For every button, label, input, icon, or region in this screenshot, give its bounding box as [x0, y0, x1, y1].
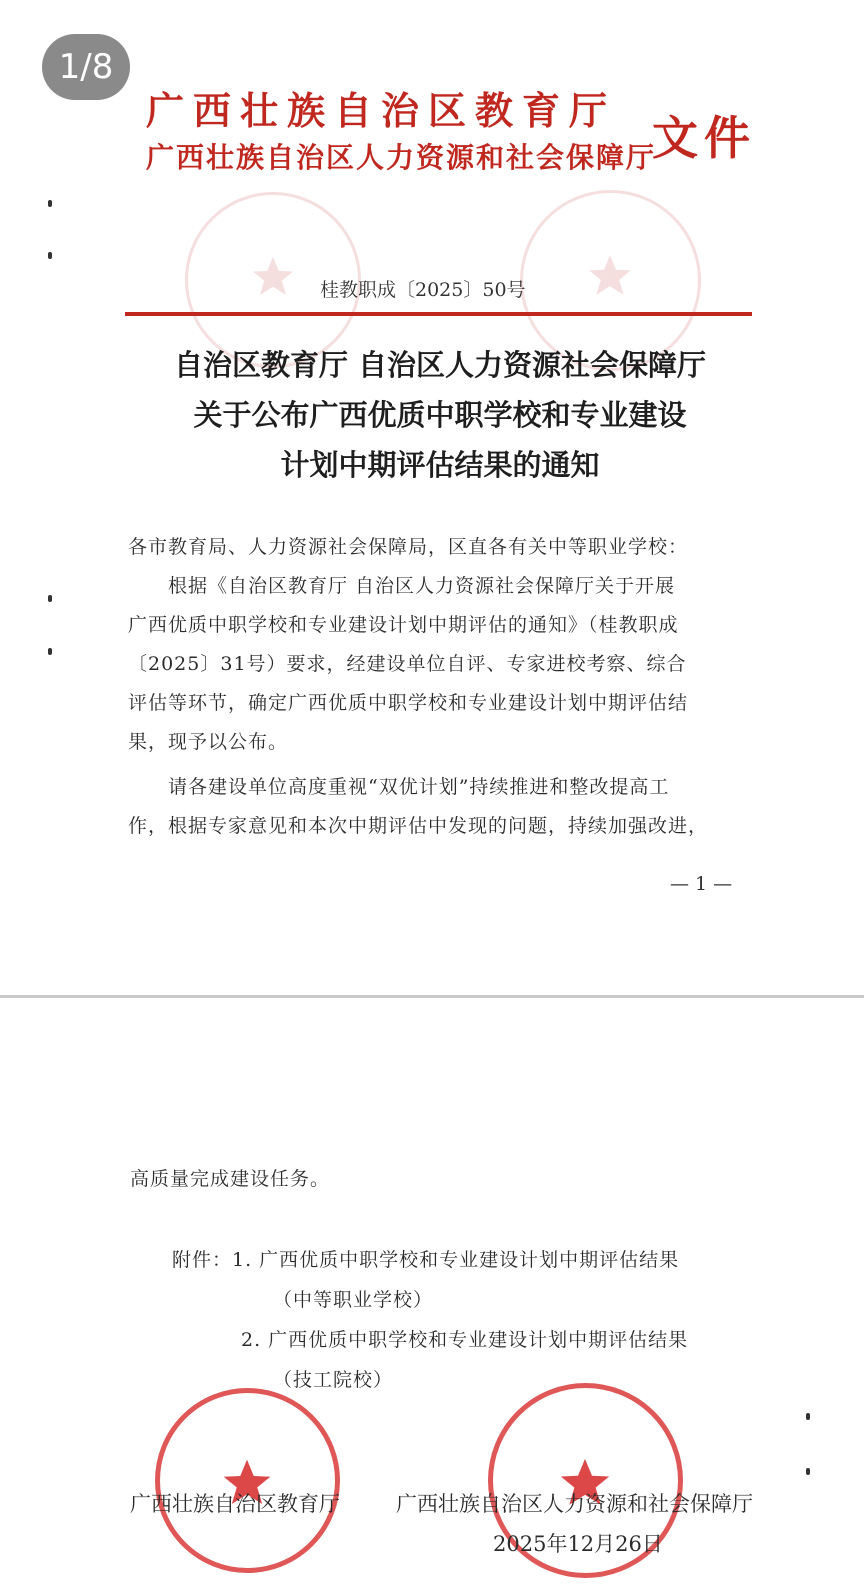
signature-right: 广西壮族自治区人力资源和社会保障厅: [396, 1492, 753, 1516]
binding-mark: [48, 200, 52, 207]
document-page-2: [0, 998, 864, 1585]
body-line: 〔2025〕31号）要求，经建设单位自评、专家进校考察、综合: [128, 653, 687, 675]
body-line: 评估等环节，确定广西优质中职学校和专业建设计划中期评估结: [128, 692, 689, 714]
title-line-2: 关于公布广西优质中职学校和专业建设: [193, 398, 687, 432]
issuer-line-2: 广西壮族自治区人力资源和社会保障厅: [146, 141, 657, 174]
attachment-line: （中等职业学校）: [273, 1289, 434, 1311]
official-seal-left: [155, 1388, 340, 1573]
body-line: 广西优质中职学校和专业建设计划中期评估的通知》（桂教职成: [128, 614, 679, 636]
attachment-line: （技工院校）: [273, 1369, 394, 1391]
issuer-suffix: 文件: [652, 111, 756, 165]
attachment-line: 2. 广西优质中职学校和专业建设计划中期评估结果: [241, 1329, 689, 1351]
binding-mark: [48, 648, 52, 655]
binding-mark: [806, 1468, 810, 1475]
attachment-line: 附件：1. 广西优质中职学校和专业建设计划中期评估结果: [172, 1249, 680, 1271]
title-line-1: 自治区教育厅 自治区人力资源社会保障厅: [173, 348, 707, 382]
binding-mark: [48, 595, 52, 602]
body-line: 请各建设单位高度重视“双优计划”持续推进和整改提高工: [128, 776, 670, 798]
continuation-line: 高质量完成建设任务。: [130, 1168, 331, 1190]
body-line: 作，根据专家意见和本次中期评估中发现的问题，持续加强改进，: [128, 815, 709, 837]
issuer-line-1: 广西壮族自治区教育厅: [146, 88, 617, 133]
binding-mark: [48, 252, 52, 259]
red-divider: [125, 312, 752, 316]
issue-date: 2025年12月26日: [493, 1532, 663, 1556]
signature-left: 广西壮族自治区教育厅: [130, 1492, 340, 1516]
page-counter-badge[interactable]: 1/8: [42, 34, 130, 100]
star-icon: [585, 251, 635, 301]
document-number: 桂教职成〔2025〕50号: [320, 279, 526, 301]
body-line: 各市教育局、人力资源社会保障局，区直各有关中等职业学校：: [128, 536, 689, 558]
star-icon: [249, 253, 297, 301]
page-number: — 1 —: [670, 873, 733, 895]
title-line-3: 计划中期评估结果的通知: [280, 448, 600, 482]
body-line: 根据《自治区教育厅 自治区人力资源社会保障厅关于开展: [128, 575, 676, 597]
body-line: 果，现予以公布。: [128, 731, 289, 753]
binding-mark: [806, 1413, 810, 1420]
